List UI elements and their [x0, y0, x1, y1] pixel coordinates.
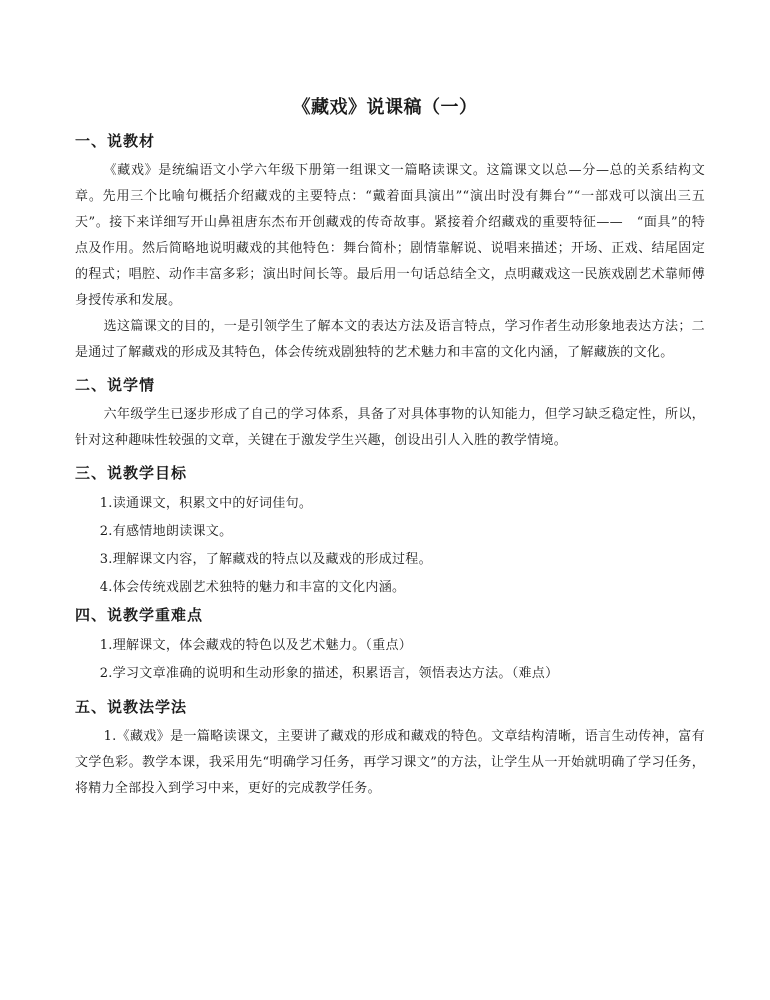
- list-item: 1.读通课文，积累文中的好词佳句。: [99, 496, 313, 511]
- list-item: 2.学习文章准确的说明和生动形象的描述，积累语言，领悟表达方法。（难点）: [99, 666, 559, 681]
- section-heading: 二、说学情: [75, 376, 156, 394]
- section-textbook: [75, 128, 705, 366]
- paragraph: 选这篇课文的目的，一是引领学生了解本文的表达方法及语言特点，学习作者生动形象地表达方法；二是通过了解藏戏的形成及其特色，体会传统戏剧独特的艺术魅力和丰富的文化内涵，了解藏族的文化。: [75, 319, 705, 360]
- paragraph: 六年级学生已逐步形成了自己的学习体系，具备了对具体事物的认知能力，但学习缺乏稳定性，所以，针对这种趣味性较强的文章，关键在于激发学生兴趣，创设出引人入胜的教学情境。: [75, 407, 705, 448]
- section-methods: [75, 694, 705, 802]
- list-item: 2.有感情地朗读课文。: [99, 524, 233, 539]
- document-body: [75, 128, 705, 802]
- section-key-points: [75, 602, 705, 688]
- paragraph: 《藏戏》是统编语文小学六年级下册第一组课文一篇略读课文。这篇课文以总—分—总的关系结构文章。先用三个比喻句概括介绍藏戏的主要特点：“戴着面具演出”“演出时没有舞台”“一部戏可以演出三五天”。接下来详细写开山鼻祖唐东杰布开创藏戏的传奇故事。紧接着介绍藏戏的重要特征—— “面具”的特点及作用。然后简略地说明藏戏的其他特色：舞台简朴；剧情靠解说、说唱来描述；开场、正戏、结尾固定的程式；唱腔、动作丰富多彩；演出时间长等。最后用一句话总结全文，点明藏戏这一民族戏剧艺术靠师傅身授传承和发展。: [75, 163, 705, 308]
- section-teaching-goals: [75, 460, 705, 602]
- section-heading: 四、说教学重难点: [75, 606, 204, 624]
- section-heading: 一、说教材: [75, 132, 156, 150]
- list-item: 3.理解课文内容，了解藏戏的特点以及藏戏的形成过程。: [99, 552, 432, 567]
- section-student-analysis: [75, 372, 705, 454]
- list-item: 4.体会传统戏剧艺术独特的魅力和丰富的文化内涵。: [99, 580, 406, 595]
- document-title: 《藏戏》说课稿（一）: [292, 97, 478, 118]
- section-heading: 三、说教学目标: [75, 464, 188, 482]
- list-item: 1.理解课文，体会藏戏的特色以及艺术魅力。（重点）: [99, 638, 413, 653]
- paragraph: 1.《藏戏》是一篇略读课文，主要讲了藏戏的形成和藏戏的特色。文章结构清晰，语言生动传神，富有文学色彩。教学本课，我采用先“明确学习任务，再学习课文”的方法，让学生从一开始就明确了学习任务，将精力全部投入到学习中来，更好的完成教学任务。: [75, 729, 705, 796]
- section-heading: 五、说教法学法: [75, 698, 188, 716]
